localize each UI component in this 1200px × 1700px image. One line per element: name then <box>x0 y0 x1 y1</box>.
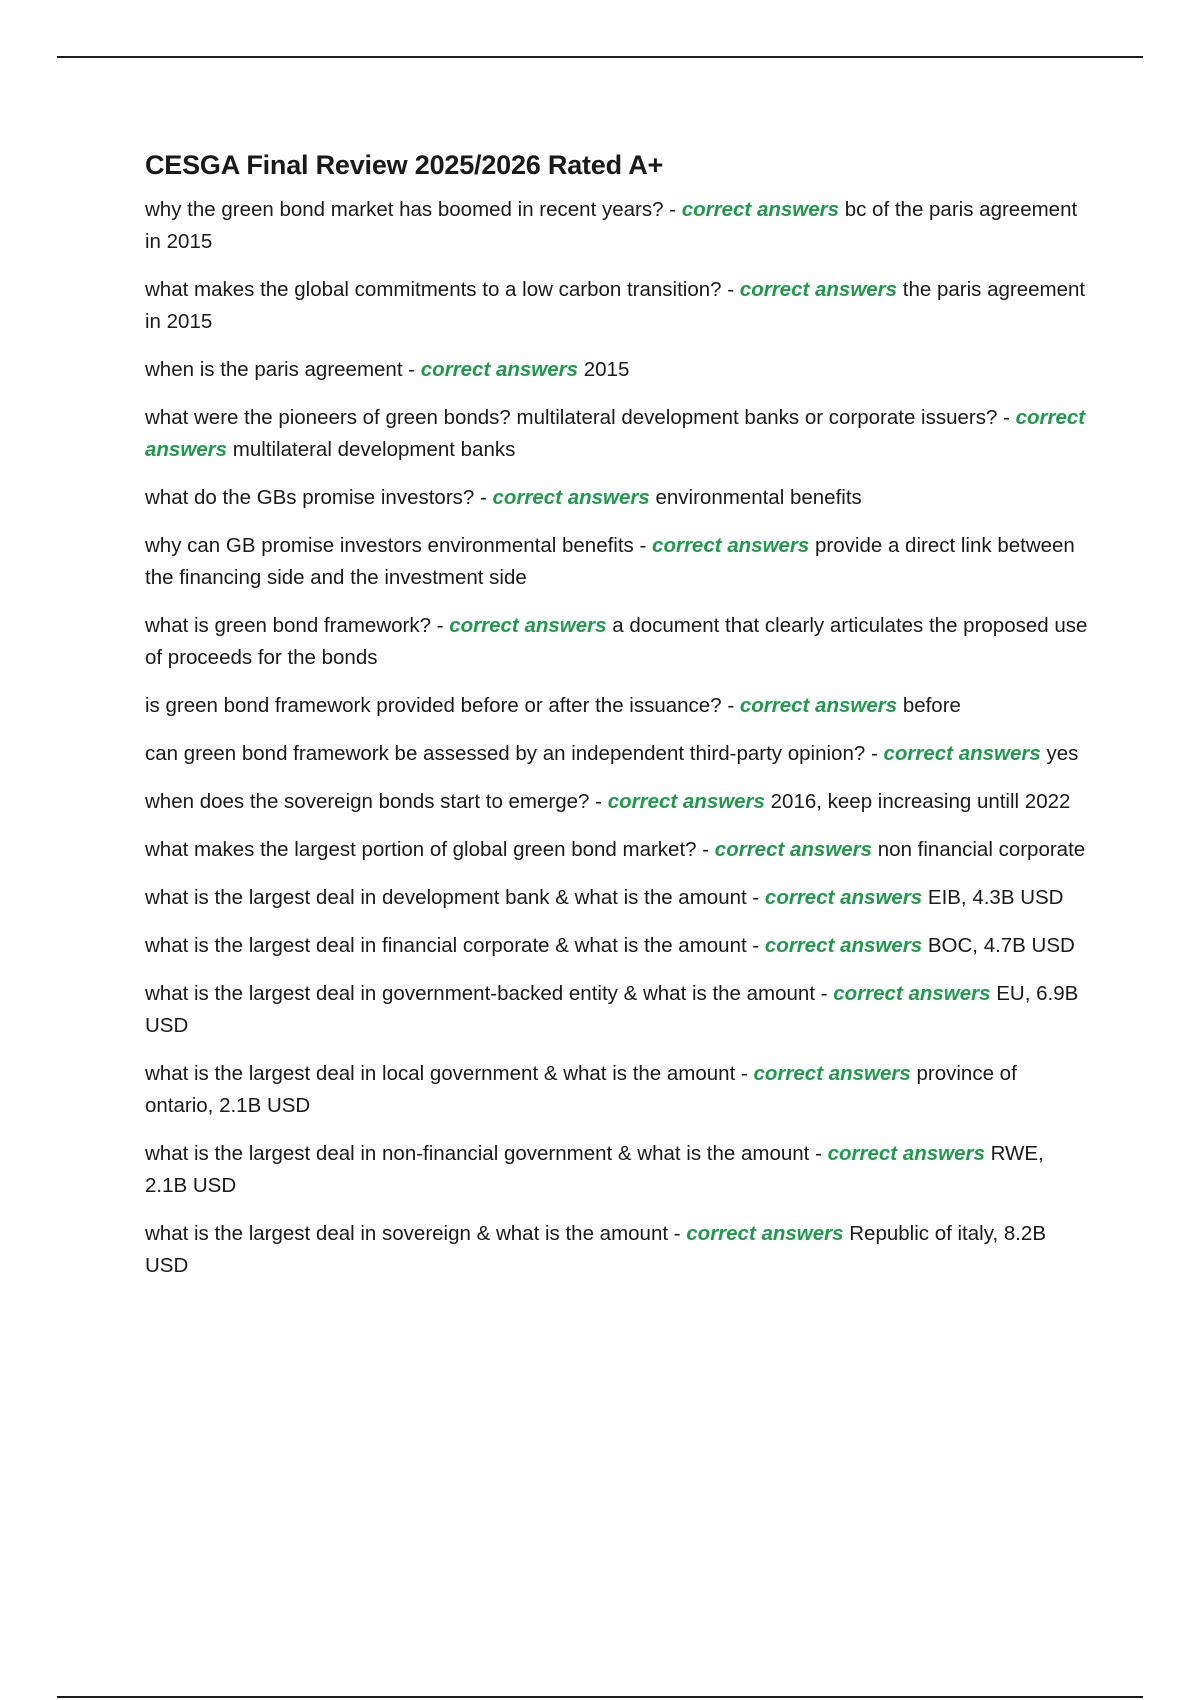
document-body <box>145 148 1090 1298</box>
qa-separator: - <box>595 790 602 813</box>
answer-text: Republic of italy, 8.2B USD <box>145 1222 1047 1277</box>
qa-separator: - <box>436 614 444 637</box>
qa-item <box>145 354 1090 386</box>
question-text: what is the largest deal in non-financial government & what is the amount <box>145 1142 810 1165</box>
answer-text: 2015 <box>583 358 630 381</box>
correct-answers-label: correct answers <box>827 1142 985 1165</box>
question-text: why the green bond market has boomed in recent years? <box>145 198 664 221</box>
answer-text: RWE, 2.1B USD <box>145 1142 1044 1197</box>
answer-text: non financial corporate <box>877 838 1086 861</box>
qa-separator: - <box>702 838 710 861</box>
question-text: what is the largest deal in sovereign & what is the amount <box>145 1222 669 1245</box>
qa-separator: - <box>870 742 878 765</box>
correct-answers-label: correct answers <box>883 742 1041 765</box>
footer-rule <box>57 1696 1143 1698</box>
question-text: what is the largest deal in government-backed entity & what is the amount <box>145 982 816 1005</box>
qa-separator: - <box>752 886 760 909</box>
correct-answers-label: correct answers <box>449 614 607 637</box>
qa-item <box>145 882 1090 914</box>
question-text: what is the largest deal in local government & what is the amount <box>145 1062 736 1085</box>
qa-separator: - <box>669 198 677 221</box>
answer-text: EIB, 4.3B USD <box>927 886 1064 909</box>
answer-text: provide a direct link between the financing side and the investment side <box>145 534 1075 589</box>
qa-item <box>145 482 1090 514</box>
qa-separator: - <box>727 278 735 301</box>
qa-item <box>145 1058 1090 1122</box>
question-text: when does the sovereign bonds start to emerge? <box>145 790 590 813</box>
question-text: when is the paris agreement <box>145 358 403 381</box>
header-rule <box>57 56 1143 58</box>
qa-item <box>145 786 1090 818</box>
correct-answers-label: correct answers <box>652 534 810 557</box>
correct-answers-label: correct answers <box>764 886 923 909</box>
correct-answers-label: correct answers <box>764 934 923 957</box>
correct-answers-label: correct answers <box>739 278 898 301</box>
qa-separator: - <box>408 358 416 381</box>
answer-text: province of ontario, 2.1B USD <box>145 1062 1017 1117</box>
qa-item <box>145 978 1090 1042</box>
qa-item <box>145 530 1090 594</box>
correct-answers-label: correct answers <box>714 838 873 861</box>
question-text: what do the GBs promise investors? <box>145 486 475 509</box>
answer-text: multilateral development banks <box>232 438 516 461</box>
question-text: what is the largest deal in development bank & what is the amount <box>145 886 747 909</box>
qa-item <box>145 402 1090 466</box>
qa-item <box>145 194 1090 258</box>
qa-item <box>145 690 1090 722</box>
qa-separator: - <box>1003 406 1010 429</box>
question-text: why can GB promise investors environmental benefits <box>145 534 634 557</box>
qa-item <box>145 610 1090 674</box>
answer-text: the paris agreement in 2015 <box>145 278 1086 333</box>
qa-separator: - <box>727 694 735 717</box>
qa-separator: - <box>673 1222 681 1245</box>
qa-item <box>145 930 1090 962</box>
document-title: CESGA Final Review 2025/2026 Rated A+ <box>145 150 664 180</box>
answer-text: a document that clearly articulates the proposed use of proceeds for the bonds <box>145 614 1088 669</box>
qa-item <box>145 834 1090 866</box>
qa-item <box>145 1218 1090 1282</box>
answer-text: yes <box>1046 742 1079 765</box>
correct-answers-label: correct answers <box>420 358 579 381</box>
answer-text: 2016, keep increasing untill 2022 <box>770 790 1071 813</box>
qa-separator: - <box>752 934 760 957</box>
correct-answers-label: correct answers <box>492 486 650 509</box>
question-text: what makes the global commitments to a low carbon transition? <box>145 278 722 301</box>
qa-item <box>145 1138 1090 1202</box>
qa-list <box>145 194 1090 1282</box>
question-text: what were the pioneers of green bonds? multilateral development banks or corporate issuers? <box>145 406 998 429</box>
correct-answers-label: correct answers <box>145 406 1086 461</box>
answer-text: before <box>902 694 961 717</box>
qa-item <box>145 738 1090 770</box>
question-text: can green bond framework be assessed by an independent third-party opinion? <box>145 742 866 765</box>
answer-text: bc of the paris agreement in 2015 <box>145 198 1078 253</box>
qa-separator: - <box>815 1142 822 1165</box>
answer-text: environmental benefits <box>655 486 862 509</box>
correct-answers-label: correct answers <box>686 1222 844 1245</box>
correct-answers-label: correct answers <box>833 982 991 1005</box>
qa-separator: - <box>639 534 647 557</box>
correct-answers-label: correct answers <box>753 1062 911 1085</box>
correct-answers-label: correct answers <box>739 694 898 717</box>
question-text: what is the largest deal in financial corporate & what is the amount <box>145 934 747 957</box>
qa-separator: - <box>740 1062 748 1085</box>
answer-text: EU, 6.9B USD <box>145 982 1079 1037</box>
correct-answers-label: correct answers <box>681 198 839 221</box>
qa-item <box>145 274 1090 338</box>
question-text: what makes the largest portion of global green bond market? <box>145 838 697 861</box>
question-text: is green bond framework provided before or after the issuance? <box>145 694 722 717</box>
qa-separator: - <box>480 486 487 509</box>
qa-separator: - <box>820 982 828 1005</box>
correct-answers-label: correct answers <box>607 790 765 813</box>
answer-text: BOC, 4.7B USD <box>927 934 1075 957</box>
question-text: what is green bond framework? <box>145 614 432 637</box>
